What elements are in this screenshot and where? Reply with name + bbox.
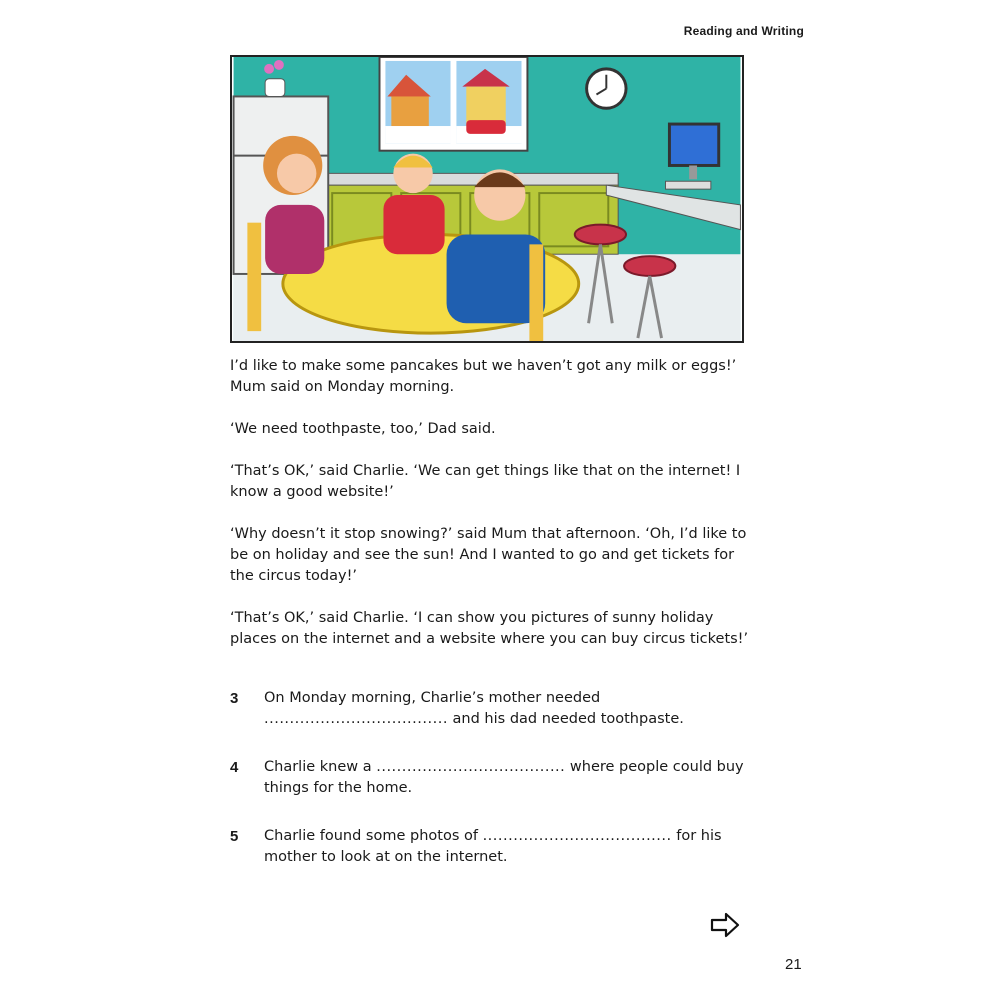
question-text: Charlie knew a — [264, 759, 377, 775]
question-text: and his dad needed toothpaste. — [447, 711, 684, 727]
question-5 — [230, 826, 770, 868]
question-number: 3 — [230, 690, 239, 707]
section-header: Reading and Writing — [683, 24, 804, 38]
answer-blank[interactable]: ..................................... — [482, 828, 672, 844]
answer-blank[interactable]: ..................................... — [376, 759, 566, 775]
answer-blank[interactable]: .................................... — [264, 711, 448, 727]
question-4 — [230, 757, 770, 799]
story-paragraph: I’d like to make some pancakes but we haven’t got any milk or eggs!’ Mum said on Monday morning. — [230, 358, 737, 395]
question-text: where people could buy things for the home. — [264, 759, 744, 796]
question-number: 4 — [230, 759, 239, 776]
question-3 — [230, 688, 770, 730]
arrow-right-outline-icon[interactable] — [710, 912, 740, 938]
story-paragraph: ‘That’s OK,’ said Charlie. ‘I can show you pictures of sunny holiday places on the internet and a website where you can buy circus tickets!’ — [230, 610, 749, 647]
question-text: On Monday morning, Charlie’s mother needed — [264, 690, 601, 706]
questions-list — [230, 688, 770, 895]
kitchen-illustration — [230, 55, 744, 343]
story-paragraph: ‘We need toothpaste, too,’ Dad said. — [230, 421, 496, 437]
story-text — [230, 356, 760, 671]
question-text: for his mother to look at on the internet. — [264, 828, 722, 865]
story-paragraph: ‘Why doesn’t it stop snowing?’ said Mum that afternoon. ‘Oh, I’d like to be on holiday and see the sun! And I wanted to go and get tickets for the circus today!’ — [230, 526, 747, 584]
question-number: 5 — [230, 828, 239, 845]
question-text: Charlie found some photos of — [264, 828, 483, 844]
page-number: 21 — [785, 956, 802, 973]
story-paragraph: ‘That’s OK,’ said Charlie. ‘We can get things like that on the internet! I know a good website!’ — [230, 463, 741, 500]
